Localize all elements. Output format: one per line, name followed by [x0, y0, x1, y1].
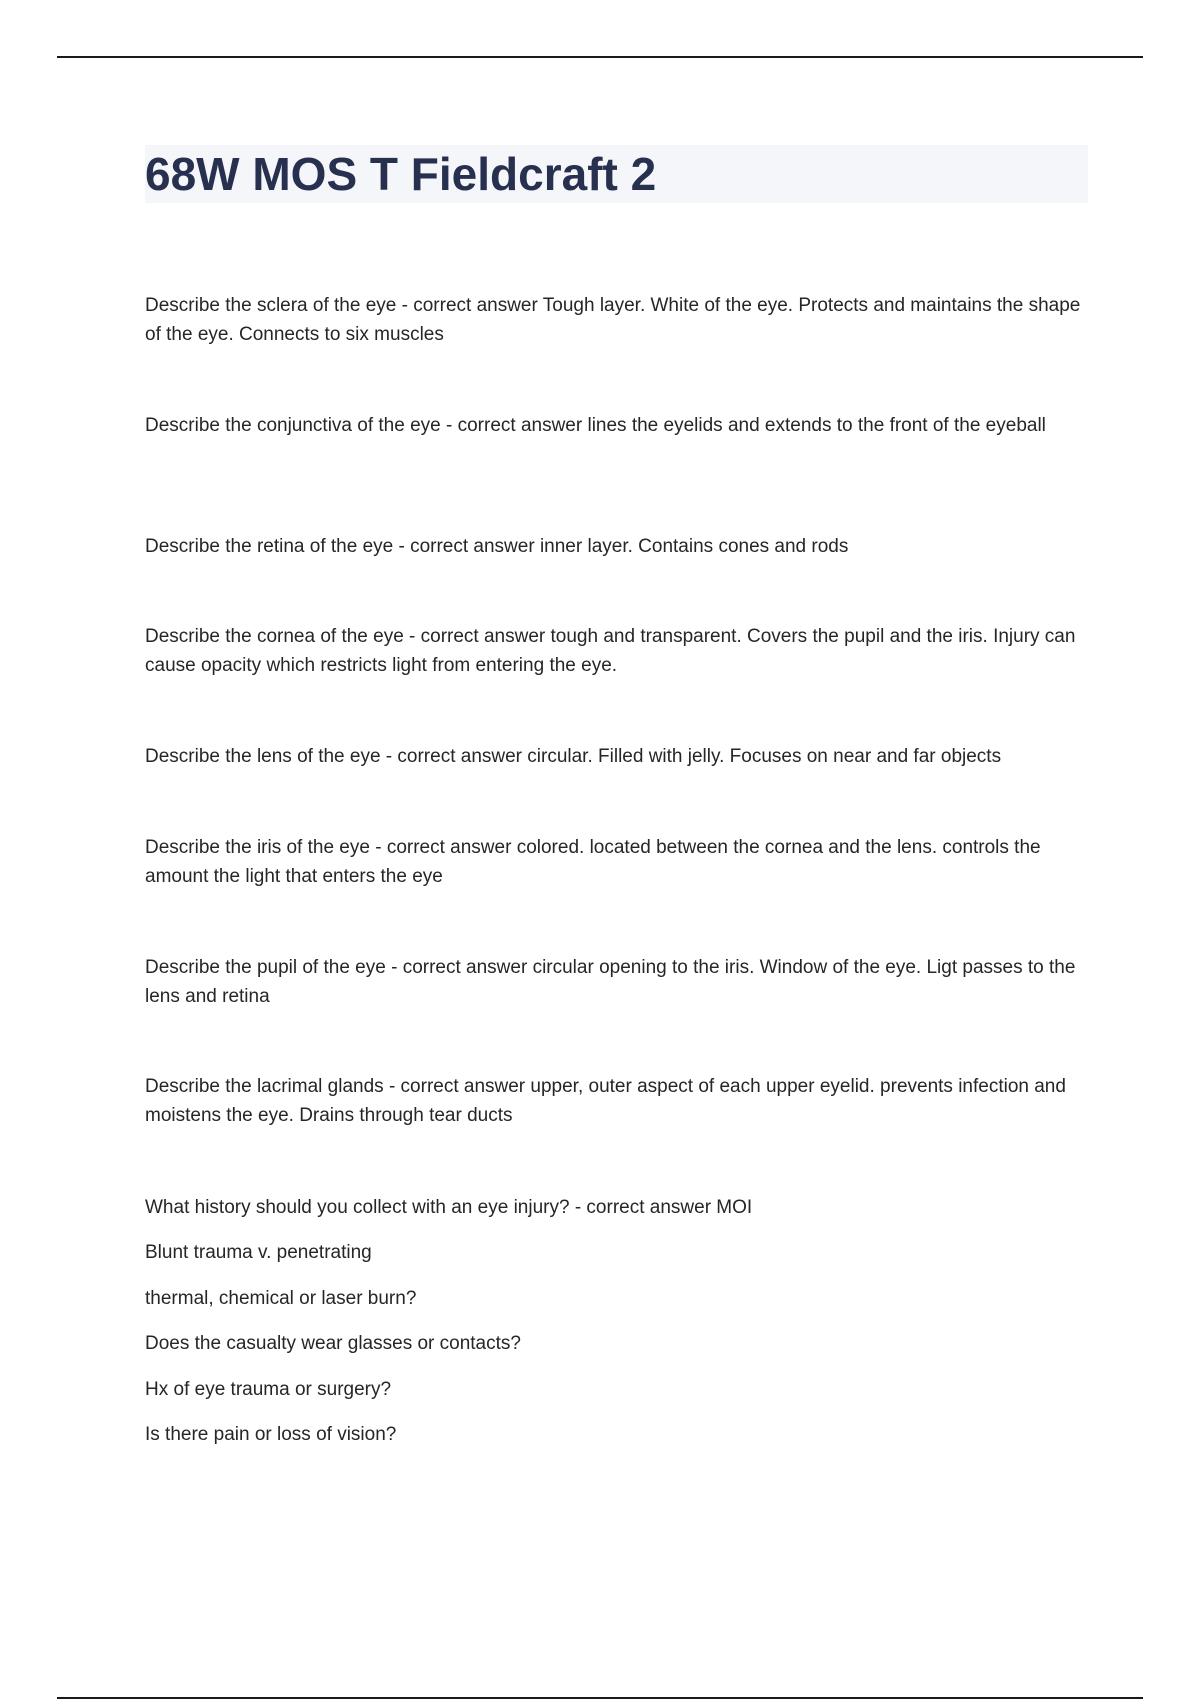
qa-item-cornea: Describe the cornea of the eye - correct answer tough and transparent. Covers the pupil and the iris. Injury can cause opacity which restricts light from entering the eye. [145, 626, 1076, 676]
qa-item-lens: Describe the lens of the eye - correct answer circular. Filled with jelly. Focuses on near and far objects [145, 746, 1002, 767]
top-rule [57, 56, 1143, 58]
history-line: Hx of eye trauma or surgery? [145, 1379, 392, 1400]
qa-item-conjunctiva: Describe the conjunctiva of the eye - correct answer lines the eyelids and extends to the front of the eyeball [145, 415, 1046, 436]
page-title: 68W MOS T Fieldcraft 2 [145, 148, 657, 200]
qa-item-pupil: Describe the pupil of the eye - correct answer circular opening to the iris. Window of the eye. Ligt passes to the lens and retina [145, 957, 1076, 1007]
history-question: What history should you collect with an eye injury? - correct answer MOI [145, 1197, 753, 1218]
history-line: Does the casualty wear glasses or contacts? [145, 1333, 521, 1354]
qa-item-iris: Describe the iris of the eye - correct answer colored. located between the cornea and the lens. controls the amount the light that enters the eye [145, 837, 1041, 887]
qa-item-sclera: Describe the sclera of the eye - correct answer Tough layer. White of the eye. Protects and maintains the shape of the eye. Connects to six muscles [145, 295, 1081, 345]
history-line: Blunt trauma v. penetrating [145, 1242, 372, 1263]
history-line: Is there pain or loss of vision? [145, 1424, 397, 1445]
qa-item-lacrimal-glands: Describe the lacrimal glands - correct answer upper, outer aspect of each upper eyelid. prevents infection and moistens the eye. Drains through tear ducts [145, 1076, 1066, 1126]
qa-item-retina: Describe the retina of the eye - correct answer inner layer. Contains cones and rods [145, 536, 849, 557]
history-line: thermal, chemical or laser burn? [145, 1288, 417, 1309]
bottom-rule [57, 1697, 1143, 1699]
